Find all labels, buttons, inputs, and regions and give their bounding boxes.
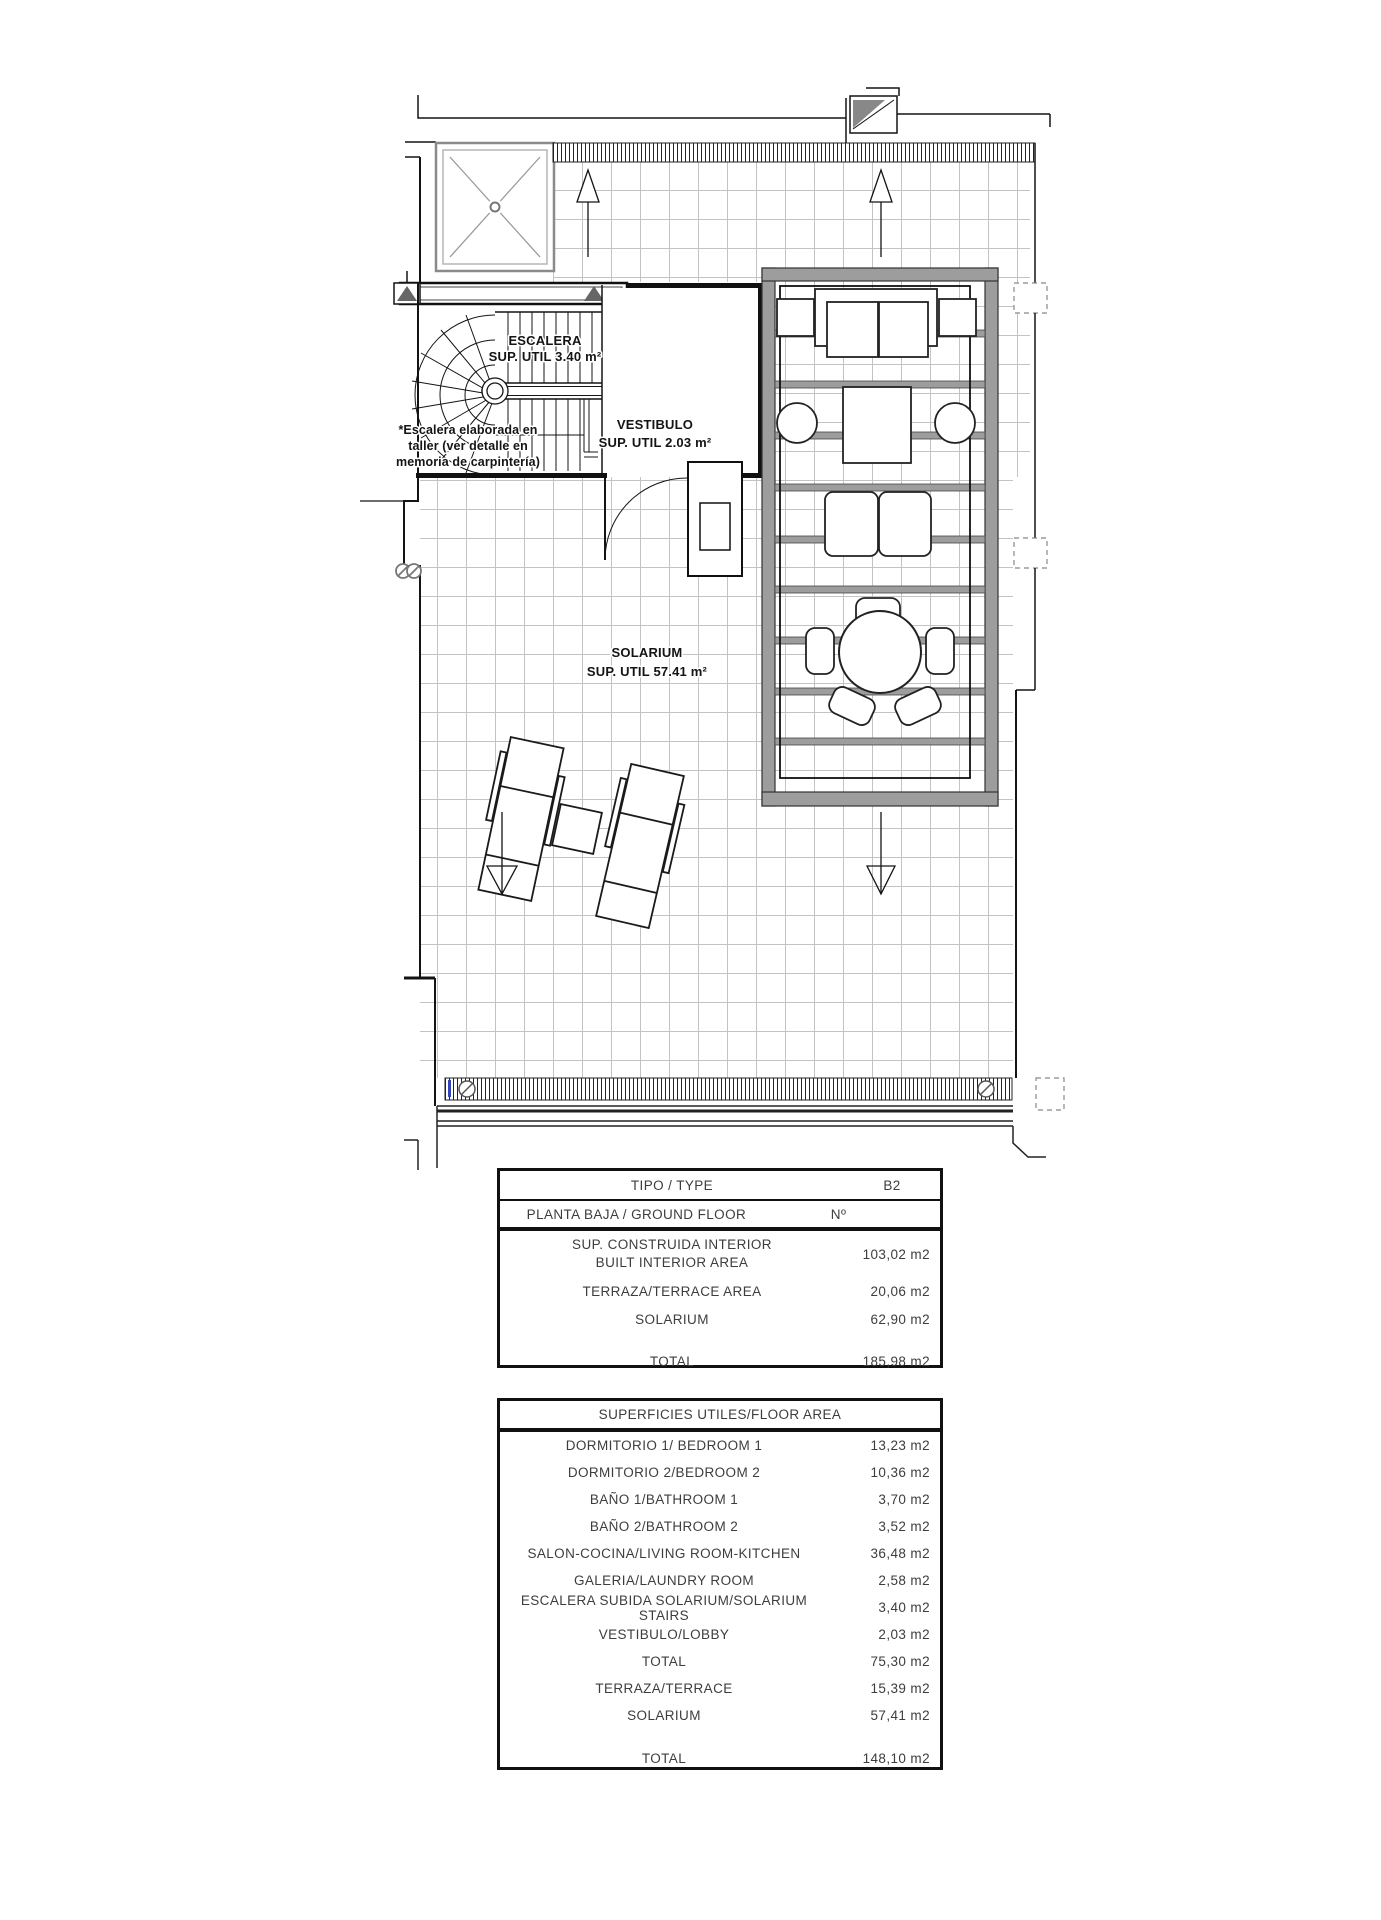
number-label: Nº — [830, 1206, 847, 1222]
svg-text:memoria de carpintería): memoria de carpintería) — [395, 455, 541, 469]
table-row — [500, 1201, 940, 1231]
right-boundary — [1014, 143, 1047, 1078]
solarium-label: SOLARIUM — [611, 645, 683, 660]
svg-text:SUP. UTIL 57.41 m²: SUP. UTIL 57.41 m² — [586, 664, 708, 679]
loveseat — [825, 492, 931, 556]
type-table — [497, 1168, 943, 1368]
table-row: SOLARIUM 57,41 m2 — [627, 1708, 930, 1723]
table-row-total: TOTAL 148,10 m2 — [641, 1751, 930, 1766]
table-row: GALERIA/LAUNDRY ROOM 2,58 m2 — [573, 1573, 930, 1588]
table-row: VESTIBULO/LOBBY 2,03 m2 — [598, 1627, 930, 1642]
floor-plan — [330, 60, 1075, 1175]
table-row-subtotal: TOTAL 75,30 m2 — [641, 1654, 930, 1669]
top-hatch-band — [553, 143, 1035, 162]
svg-text:SUP. UTIL 2.03 m²: SUP. UTIL 2.03 m² — [598, 435, 712, 450]
table-row: DORMITORIO 2/BEDROOM 2 10,36 m2 — [567, 1465, 930, 1480]
type-value: B2 — [883, 1177, 901, 1193]
shaft — [688, 462, 742, 576]
areas-table — [497, 1398, 943, 1770]
table-row: SALON-COCINA/LIVING ROOM-KITCHEN 36,48 m2 — [527, 1546, 930, 1561]
side-table — [552, 804, 602, 854]
table-row: BAÑO 1/BATHROOM 1 3,70 m2 — [589, 1492, 930, 1507]
table-header: SUPERFICIES UTILES/FLOOR AREA — [500, 1401, 940, 1432]
vestibulo-label: VESTIBULO — [616, 417, 694, 432]
table-row-total: TOTAL 185,98 m2 — [649, 1353, 930, 1369]
marker-blue — [448, 1080, 451, 1097]
table-row: DORMITORIO 1/ BEDROOM 1 13,23 m2 — [565, 1438, 930, 1453]
table-row: SUP. CONSTRUIDA INTERIOR BUILT INTERIOR AREA 103,02 m2 — [572, 1236, 930, 1270]
table-row: TERRAZA/TERRACE AREA 20,06 m2 — [582, 1283, 930, 1299]
drain-icon — [396, 564, 421, 578]
floor-label: PLANTA BAJA / GROUND FLOOR — [526, 1206, 747, 1222]
skylight — [436, 143, 554, 271]
svg-text:SUP. UTIL 3.40 m²: SUP. UTIL 3.40 m² — [488, 349, 602, 364]
table-row — [500, 1171, 940, 1201]
table-row: SOLARIUM 62,90 m2 — [635, 1311, 930, 1327]
bottom-edge — [404, 1078, 1064, 1170]
table-row: TERRAZA/TERRACE 15,39 m2 — [595, 1681, 930, 1696]
table-row: ESCALERA SUBIDA SOLARIUM/SOLARIUM STAIRS 3,40 m2 — [520, 1592, 930, 1623]
type-table-header: TIPO / TYPE — [630, 1177, 714, 1193]
svg-text:taller (ver detalle en: taller (ver detalle en — [408, 439, 528, 453]
escalera-label: ESCALERA — [508, 333, 582, 348]
escalera-note: *Escalera elaborada en — [398, 423, 538, 437]
chimney-icon — [850, 88, 899, 133]
table-row: BAÑO 2/BATHROOM 2 3,52 m2 — [589, 1519, 930, 1534]
